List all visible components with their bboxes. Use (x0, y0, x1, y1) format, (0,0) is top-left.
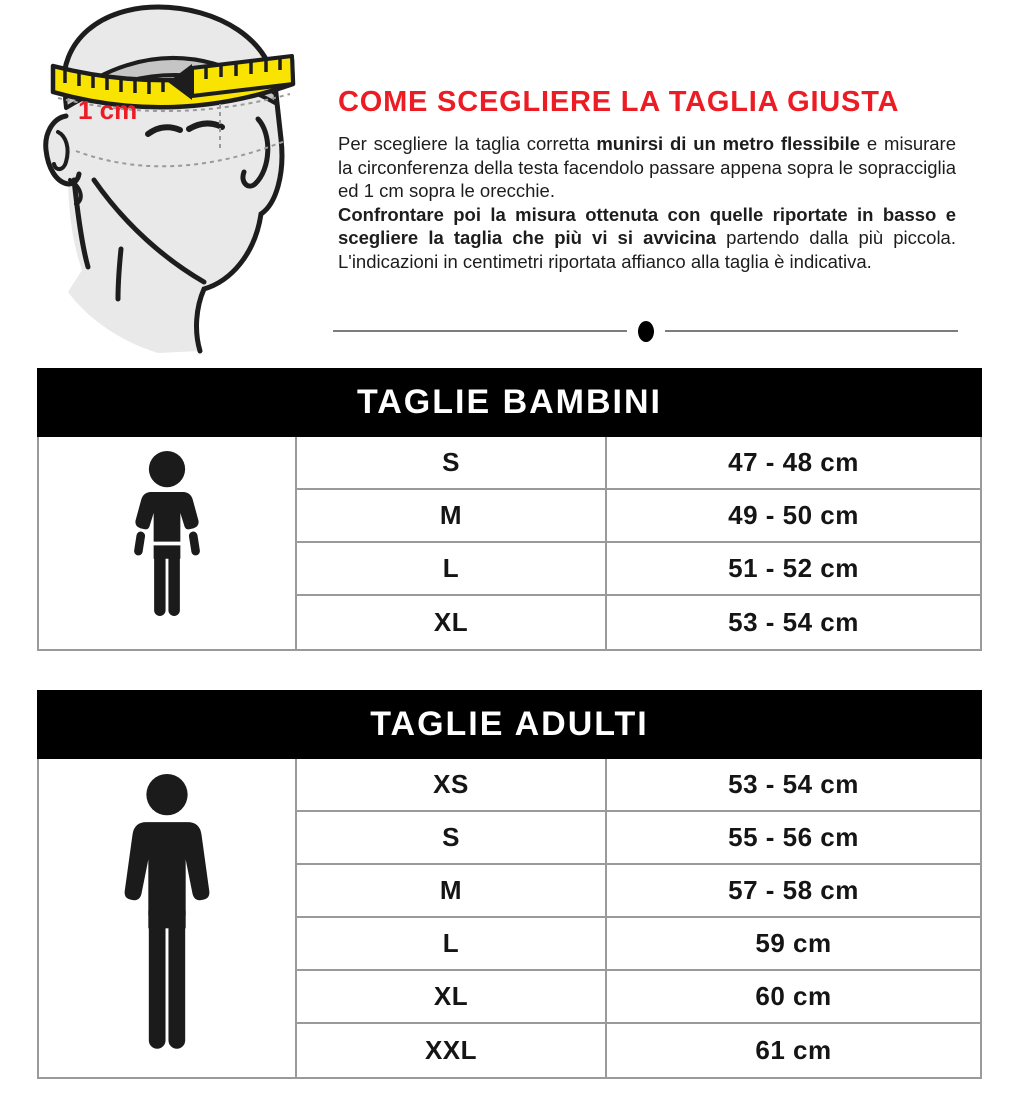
range-cell: 51 - 52 cm (728, 553, 859, 583)
size-cell: XXL (297, 1024, 607, 1077)
intro-text-bold: munirsi di un metro flessibile (596, 133, 861, 154)
head-outline (46, 7, 282, 353)
divider-line (665, 330, 959, 332)
size-cell: M (297, 865, 607, 916)
table-title-adulti: TAGLIE ADULTI (37, 690, 982, 759)
size-cell: XL (297, 971, 607, 1022)
divider-dot (638, 321, 654, 342)
size-row (297, 759, 980, 812)
size-table-bambini (37, 368, 982, 651)
head-measurement-illustration (8, 4, 340, 362)
intro-paragraph (338, 132, 956, 274)
range-cell: 59 cm (755, 928, 832, 958)
size-cell: S (297, 812, 607, 863)
icon-cell (39, 437, 297, 649)
size-row (297, 596, 980, 649)
intro-text-segment: e misurare la circonferenza della testa facendolo passare appena sopra le sopracciglia ed 1 cm sopra le orecchie. (338, 133, 957, 202)
size-row (297, 918, 980, 971)
adult-pictogram (111, 773, 223, 1063)
size-cell: M (297, 490, 607, 541)
size-row (297, 1024, 980, 1077)
page-title: COME SCEGLIERE LA TAGLIA GIUSTA (338, 86, 900, 118)
size-row (297, 865, 980, 918)
size-row (297, 971, 980, 1024)
size-table-adulti (37, 690, 982, 1079)
range-cell: 47 - 48 cm (728, 447, 859, 477)
size-cell: S (297, 437, 607, 488)
section-divider (333, 320, 958, 342)
tape-label: 1 cm (78, 95, 138, 125)
size-row (297, 543, 980, 596)
intro-text-segment: Per scegliere la taglia corretta (338, 133, 597, 154)
icon-cell (39, 759, 297, 1077)
size-row (297, 490, 980, 543)
range-cell: 53 - 54 cm (728, 769, 859, 799)
size-cell: L (297, 543, 607, 594)
range-cell: 55 - 56 cm (728, 822, 859, 852)
size-cell: XL (297, 596, 607, 649)
range-cell: 60 cm (755, 981, 832, 1011)
intro-section (338, 86, 956, 274)
size-row (297, 812, 980, 865)
range-cell: 57 - 58 cm (728, 875, 859, 905)
size-row (297, 437, 980, 490)
intro-text-bold: Confrontare poi la misura ottenuta con quelle riportate in basso e scegliere la taglia che più vi si avvicina (338, 203, 956, 249)
child-pictogram (123, 450, 211, 636)
range-cell: 61 cm (755, 1035, 832, 1065)
divider-line (333, 330, 627, 332)
size-cell: L (297, 918, 607, 969)
table-title-bambini: TAGLIE BAMBINI (37, 368, 982, 437)
size-cell: XS (297, 759, 607, 810)
range-cell: 49 - 50 cm (728, 500, 859, 530)
intro-text-segment: partendo dalla più piccola. L'indicazioni in centimetri riportata affianco alla taglia è indicativa. (338, 227, 956, 272)
range-cell: 53 - 54 cm (728, 607, 859, 637)
